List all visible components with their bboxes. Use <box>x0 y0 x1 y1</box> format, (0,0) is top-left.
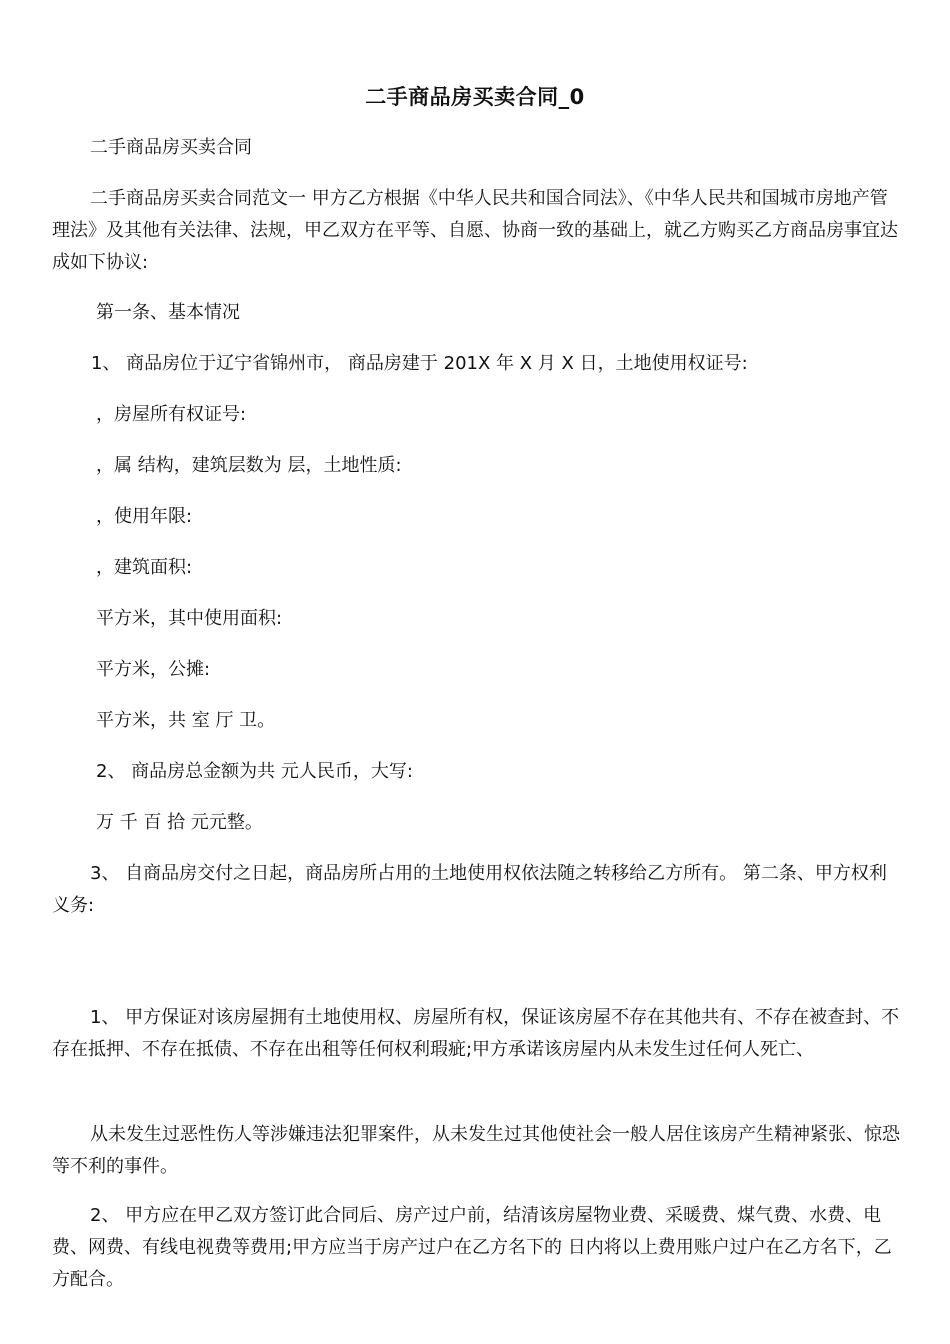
paragraph-duty-1: 1、 甲方保证对该房屋拥有土地使用权、房屋所有权，保证该房屋不存在其他共有、不存在被查封、不存在抵押、不存在抵债、不存在出租等任何权利瑕疵;甲方承诺该房屋内从未发生过任何人死亡、 <box>52 1007 900 1060</box>
paragraph-usage-years: ，使用年限: <box>96 506 193 527</box>
paragraph-duty-1-cont: 从未发生过恶性伤人等涉嫌违法犯罪案件，从未发生过其他使社会一般人居住该房产生精神紧张、惊恐等不利的事件。 <box>52 1124 900 1177</box>
document-subtitle: 二手商品房买卖合同 <box>90 137 252 158</box>
paragraph-structure: ，属 结构，建筑层数为 层，土地性质: <box>96 455 402 476</box>
paragraph-item-3: 3、 自商品房交付之日起，商品房所占用的土地使用权依法随之转移给乙方所有。 第二条、甲方权利义务: <box>52 863 887 916</box>
paragraph-amount: 万 千 百 拾 元元整。 <box>96 812 263 833</box>
paragraph-ownership-cert: ，房屋所有权证号: <box>96 404 247 425</box>
paragraph-duty-2: 2、 甲方应在甲乙双方签订此合同后、房产过户前，结清该房屋物业费、采暖费、煤气费、水费、电费、网费、有线电视费等费用;甲方应当于房产过户在乙方名下的 日内将以上费用账户过户在乙方名下，乙方配合。 <box>52 1205 892 1290</box>
paragraph-intro: 二手商品房买卖合同范文一 甲方乙方根据《中华人民共和国合同法》、《中华人民共和国城市房地产管理法》及其他有关法律、法规，甲乙双方在平等、自愿、协商一致的基础上，就乙方购买乙方商品房事宜达成如下协议: <box>52 188 898 273</box>
paragraph-item-2: 2、 商品房总金额为共 元人民币，大写: <box>96 761 413 782</box>
paragraph-rooms: 平方米，共 室 厅 卫。 <box>96 710 276 731</box>
paragraph-item-1: 1、 商品房位于辽宁省锦州市， 商品房建于 201X 年 X 月 X 日，土地使用权证号: <box>91 353 748 374</box>
document-title: 二手商品房买卖合同_0 <box>365 85 585 109</box>
paragraph-shared-area: 平方米，公摊: <box>96 659 211 680</box>
paragraph-building-area: ，建筑面积: <box>96 557 193 578</box>
heading-article-1: 第一条、基本情况 <box>96 302 240 323</box>
paragraph-usable-area: 平方米，其中使用面积: <box>96 608 283 629</box>
